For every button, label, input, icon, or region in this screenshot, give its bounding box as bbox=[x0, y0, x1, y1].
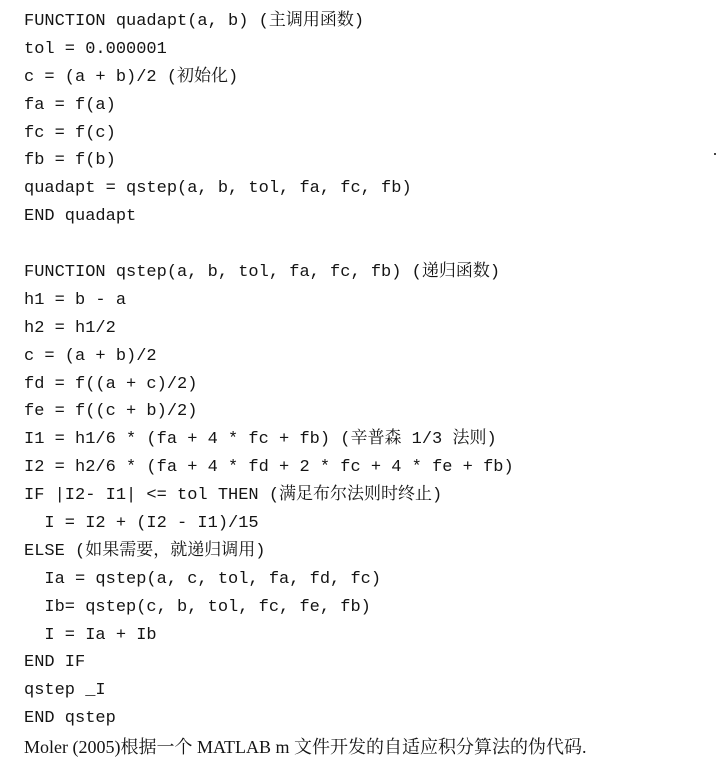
code-line: fc = f(c) bbox=[24, 123, 116, 143]
code-line: ELSE (如果需要，就递归调用) bbox=[24, 541, 266, 561]
code-line: h1 = b - a bbox=[24, 290, 127, 310]
blank-line bbox=[24, 231, 514, 259]
code-line: quadapt = qstep(a, b, tol, fa, fc, fb) bbox=[24, 179, 412, 199]
code-line: fa = f(a) bbox=[24, 95, 116, 115]
code-line: Ib= qstep(c, b, tol, fc, fe, fb) bbox=[24, 597, 371, 617]
code-line: fe = f((c + b)/2) bbox=[24, 402, 198, 422]
scan-speck bbox=[714, 153, 716, 155]
code-line: I = I2 + (I2 - I1)/15 bbox=[24, 514, 259, 534]
figure-caption: Moler (2005)根据一个 MATLAB m 文件开发的自适应积分算法的伪代码. bbox=[24, 737, 587, 757]
code-line: IF |I2- I1| <= tol THEN (满足布尔法则时终止) bbox=[24, 486, 443, 506]
code-line: qstep _I bbox=[24, 681, 106, 701]
code-line: fd = f((a + c)/2) bbox=[24, 374, 198, 394]
code-line: FUNCTION quadapt(a, b) (主调用函数) bbox=[24, 12, 365, 31]
code-line: c = (a + b)/2 bbox=[24, 346, 157, 366]
pseudocode-block bbox=[24, 8, 514, 733]
code-line: I1 = h1/6 * (fa + 4 * fc + fb) (辛普森 1/3 法则) bbox=[24, 430, 497, 450]
code-line: END IF bbox=[24, 653, 86, 673]
code-line: c = (a + b)/2 (初始化) bbox=[24, 67, 239, 87]
code-line: fb = f(b) bbox=[24, 151, 116, 171]
code-line: I = Ia + Ib bbox=[24, 625, 157, 645]
code-line: Ia = qstep(a, c, tol, fa, fd, fc) bbox=[24, 569, 382, 589]
code-line: I2 = h2/6 * (fa + 4 * fd + 2 * fc + 4 * fe + fb) bbox=[24, 458, 514, 478]
code-line: END qstep bbox=[24, 709, 116, 729]
code-line: END quadapt bbox=[24, 207, 137, 227]
code-line: h2 = h1/2 bbox=[24, 318, 116, 338]
code-line: FUNCTION qstep(a, b, tol, fa, fc, fb) (递归函数) bbox=[24, 263, 501, 283]
code-line: tol = 0.000001 bbox=[24, 39, 167, 59]
